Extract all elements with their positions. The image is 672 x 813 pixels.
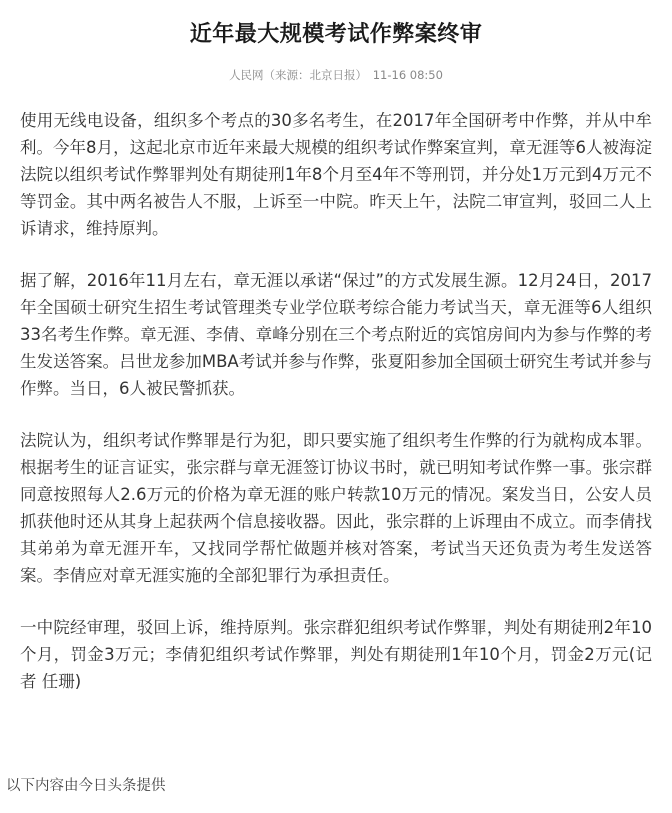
article-paragraph: 法院认为，组织考试作弊罪是行为犯，即只要实施了组织考生作弊的行为就构成本罪。根据考生的证言证实，张宗群与章无涯签订协议书时，就已明知考试作弊一事。张宗群同意按照每人2.6万元的价格为章无涯的账户转款10万元的情况。案发当日，公安人员抓获他时还从其身上起获两个信息接收器。因此，张宗群的上诉理由不成立。而李倩找其弟弟为章无涯开车，又找同学帮忙做题并核对答案，考试当天还负责为考生发送答案。李倩应对章无涯实施的全部犯罪行为承担责任。	[20, 431, 652, 585]
article-title: 近年最大规模考试作弊案终审	[189, 22, 483, 47]
article-paragraph: 一中院经审理，驳回上诉，维持原判。张宗群犯组织考试作弊罪，判处有期徒刑2年10个月，罚金3万元；李倩犯组织考试作弊罪，判处有期徒刑1年10个月，罚金2万元(记者 任珊)	[20, 618, 652, 691]
article-paragraph: 使用无线电设备，组织多个考点的30多名考生，在2017年全国研考中作弊，并从中牟利。今年8月，这起北京市近年来最大规模的组织考试作弊案宣判，章无涯等6人被海淀法院以组织考试作弊罪判处有期徒刑1年8个月至4年不等刑罚，并分处1万元到4万元不等罚金。其中两名被告人不服，上诉至一中院。昨天上午，法院二审宣判，驳回二人上诉请求，维持原判。	[20, 111, 652, 238]
article-time: 11-16 08:50	[372, 68, 443, 82]
article-meta	[0, 66, 672, 84]
related-content-notice: 以下内容由今日头条提供	[6, 778, 166, 794]
article-paragraph: 据了解，2016年11月左右，章无涯以承诺“保过”的方式发展生源。12月24日，2017年全国硕士研究生招生考试管理类专业学位联考综合能力考试当天，章无涯等6人组织33名考生作弊。章无涯、李倩、章峰分别在三个考点附近的宾馆房间内为参与作弊的考生发送答案。吕世龙参加MBA考试并参与作弊，张夏阳参加全国硕士研究生考试并参与作弊。当日，6人被民警抓获。	[20, 271, 652, 398]
article-source: 人民网（来源：北京日报）	[229, 68, 368, 82]
article-body	[20, 107, 652, 720]
